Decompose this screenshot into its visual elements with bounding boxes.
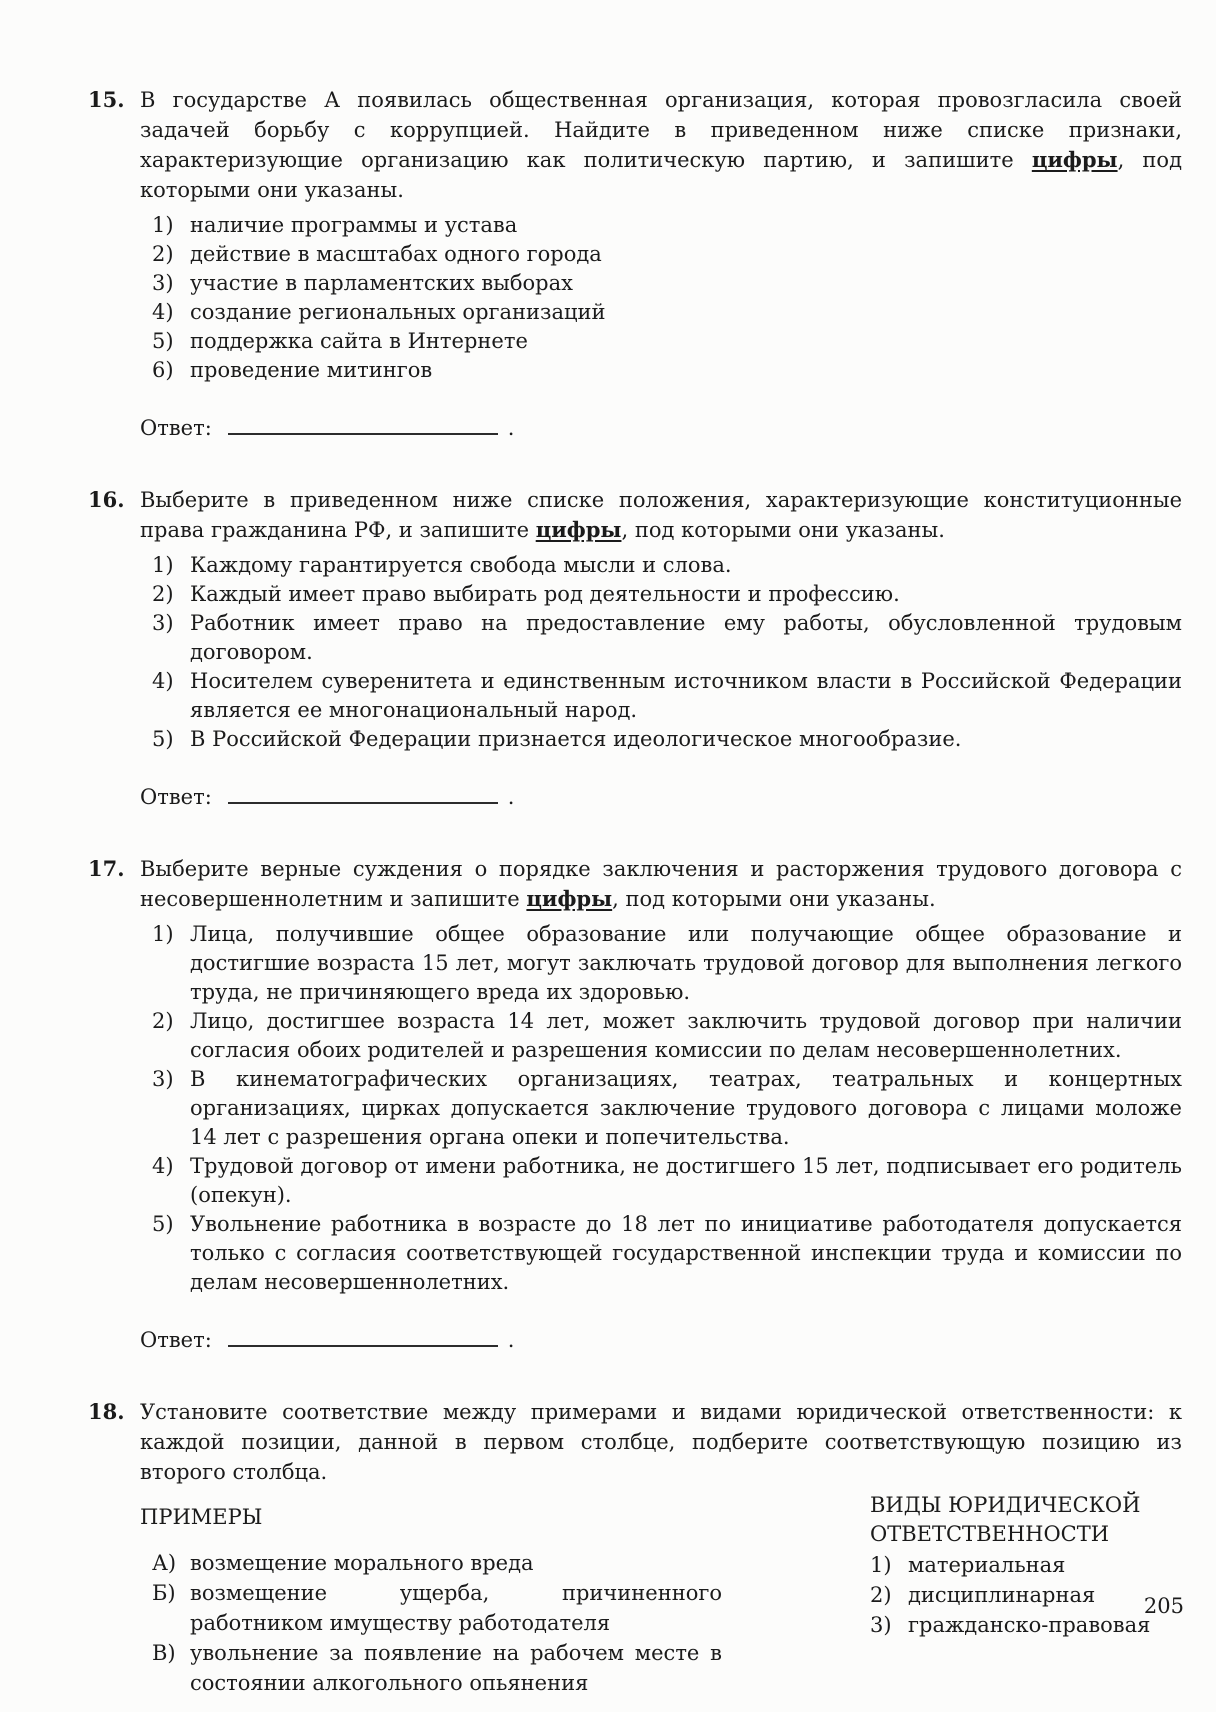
- types-list: [870, 1550, 1182, 1640]
- list-item: [140, 211, 1182, 240]
- list-item: [140, 667, 1182, 725]
- item-label: 6): [152, 358, 174, 382]
- item-label: 3): [152, 271, 174, 295]
- answer-line: [140, 782, 1182, 812]
- answer-blank: [228, 433, 498, 435]
- item-label: 2): [152, 242, 174, 266]
- item-text: Носителем суверенитета и единственным источником власти в Российской Федерации является ее многонациональный народ.: [190, 669, 1182, 722]
- question-number: 15.: [88, 87, 125, 112]
- item-label: Б): [152, 1581, 176, 1605]
- item-text: В Российской Федерации признается идеологическое многообразие.: [190, 727, 962, 751]
- item-text: проведение митингов: [190, 358, 433, 382]
- item-label: 1): [152, 213, 174, 237]
- question-18: [88, 1397, 1182, 1698]
- examples-list: [140, 1548, 722, 1698]
- answer-label: Ответ:: [140, 785, 212, 809]
- emphasized-word: цифры: [535, 517, 622, 542]
- item-text: наличие программы и устава: [190, 213, 518, 237]
- options-list: [140, 920, 1182, 1297]
- list-item: [140, 1065, 1182, 1152]
- item-text: Лица, получившие общее образование или получающие общее образование и достигшие возраста 15 лет, могут заключать трудовой договор для выполнения легкого труда, не причиняющего вреда их здоровью.: [190, 922, 1182, 1004]
- item-text: создание региональных организаций: [190, 300, 606, 324]
- types-header-line2: ОТВЕТСТВЕННОСТИ: [870, 1522, 1110, 1546]
- item-label: 4): [152, 300, 174, 324]
- question-intro: [140, 485, 1182, 545]
- item-label: 5): [152, 727, 174, 751]
- question-number: 16.: [88, 487, 125, 512]
- answer-period: .: [507, 416, 515, 440]
- item-text: материальная: [908, 1553, 1066, 1577]
- item-text: действие в масштабах одного города: [190, 242, 602, 266]
- item-text: дисциплинарная: [908, 1583, 1096, 1607]
- intro-text: , под которыми они указаны.: [140, 148, 1182, 202]
- list-item: [140, 1210, 1182, 1297]
- answer-period: .: [507, 1328, 515, 1352]
- answer-line: [140, 413, 1182, 443]
- list-item: [140, 580, 1182, 609]
- item-label: 5): [152, 1212, 174, 1236]
- emphasized-word: цифры: [1031, 147, 1118, 172]
- list-item: [140, 269, 1182, 298]
- question-16: [88, 485, 1182, 812]
- item-text: В кинематографических организациях, театрах, театральных и концертных организациях, цирках допускается заключение трудового договора с лицами моложе 14 лет с разрешения органа опеки и попечительства.: [190, 1067, 1182, 1149]
- item-text: Каждый имеет право выбирать род деятельности и профессию.: [190, 582, 900, 606]
- question-15: [88, 85, 1182, 443]
- list-item: [140, 1007, 1182, 1065]
- item-label: 4): [152, 1154, 174, 1178]
- item-text: участие в парламентских выборах: [190, 271, 573, 295]
- question-body: [140, 85, 1182, 443]
- question-body: [140, 485, 1182, 812]
- answer-label: Ответ:: [140, 416, 212, 440]
- item-text: Каждому гарантируется свобода мысли и слова.: [190, 553, 732, 577]
- item-text: Лицо, достигшее возраста 14 лет, может заключить трудовой договор при наличии согласия обоих родителей и разрешения комиссии по делам несовершеннолетних.: [190, 1009, 1182, 1062]
- answer-period: .: [507, 785, 515, 809]
- item-text: возмещение ущерба, причиненного работником имуществу работодателя: [190, 1581, 722, 1635]
- item-label: 3): [152, 1067, 174, 1091]
- item-label: 2): [870, 1583, 892, 1607]
- item-label: 1): [870, 1553, 892, 1577]
- item-label: 2): [152, 582, 174, 606]
- item-text: Работник имеет право на предоставление ему работы, обусловленной трудовым договором.: [190, 611, 1182, 664]
- types-column: [870, 1491, 1182, 1698]
- item-label: 3): [870, 1613, 892, 1637]
- item-label: 1): [152, 922, 174, 946]
- types-header-line1: ВИДЫ ЮРИДИЧЕСКОЙ: [870, 1493, 1141, 1517]
- list-item: [140, 1152, 1182, 1210]
- intro-text: В государстве А появилась общественная организация, которая провозгласила своей задачей борьбу с коррупцией. Найдите в приведенном ниже списке признаки, характеризующие организацию как политическую партию, и запишите: [140, 88, 1182, 172]
- item-label: 2): [152, 1009, 174, 1033]
- list-item: [140, 240, 1182, 269]
- options-list: [140, 211, 1182, 385]
- item-text: Трудовой договор от имени работника, не достигшего 15 лет, подписывает его родитель (опекун).: [190, 1154, 1182, 1207]
- item-text: Увольнение работника в возрасте до 18 лет по инициативе работодателя допускается только с согласия соответствующей государственной инспекции труда и комиссии по делам несовершеннолетних.: [190, 1212, 1182, 1294]
- item-label: 3): [152, 611, 174, 635]
- list-item: [140, 356, 1182, 385]
- emphasized-word: цифры: [526, 886, 613, 911]
- intro-text: , под которыми они указаны.: [612, 887, 936, 911]
- list-item: [140, 327, 1182, 356]
- list-item: [870, 1610, 1182, 1640]
- matching-columns: [140, 1491, 1182, 1698]
- examples-header: ПРИМЕРЫ: [140, 1505, 263, 1529]
- examples-column: [140, 1491, 870, 1698]
- list-item: [140, 725, 1182, 754]
- list-item: [140, 1548, 722, 1578]
- intro-text: , под которыми они указаны.: [621, 518, 945, 542]
- list-item: [140, 609, 1182, 667]
- item-label: 5): [152, 329, 174, 353]
- intro-text: Выберите в приведенном ниже списке положения, характеризующие конституционные права гражданина РФ, и запишите: [140, 488, 1182, 542]
- answer-label: Ответ:: [140, 1328, 212, 1352]
- list-item: [140, 298, 1182, 327]
- question-intro: Установите соответствие между примерами и видами юридической ответственности: к каждой позиции, данной в первом столбце, подберите соответствующую позицию из второго столбца.: [140, 1400, 1182, 1484]
- item-label: 4): [152, 669, 174, 693]
- answer-blank: [228, 802, 498, 804]
- question-intro: [140, 854, 1182, 914]
- list-item: [870, 1580, 1182, 1610]
- types-header: [870, 1491, 1182, 1549]
- item-label: В): [152, 1641, 176, 1665]
- list-item: [870, 1550, 1182, 1580]
- list-item: [140, 1638, 722, 1698]
- list-item: [140, 920, 1182, 1007]
- item-label: А): [152, 1551, 177, 1575]
- item-text: гражданско-правовая: [908, 1613, 1151, 1637]
- item-text: увольнение за появление на рабочем месте в состоянии алкогольного опьянения: [190, 1641, 722, 1695]
- list-item: [140, 1578, 722, 1638]
- item-label: 1): [152, 553, 174, 577]
- question-body: [140, 1397, 1182, 1698]
- question-body: [140, 854, 1182, 1355]
- question-number: 17.: [88, 856, 125, 881]
- answer-blank: [228, 1345, 498, 1347]
- question-number: 18.: [88, 1399, 125, 1424]
- list-item: [140, 551, 1182, 580]
- item-text: поддержка сайта в Интернете: [190, 329, 528, 353]
- intro-text: Выберите верные суждения о порядке заключения и расторжения трудового договора с несовершеннолетним и запишите: [140, 857, 1182, 911]
- question-intro: [140, 85, 1182, 205]
- answer-line: [140, 1325, 1182, 1355]
- options-list: [140, 551, 1182, 754]
- item-text: возмещение морального вреда: [190, 1551, 534, 1575]
- question-17: [88, 854, 1182, 1355]
- page-number: 205: [1143, 1594, 1184, 1618]
